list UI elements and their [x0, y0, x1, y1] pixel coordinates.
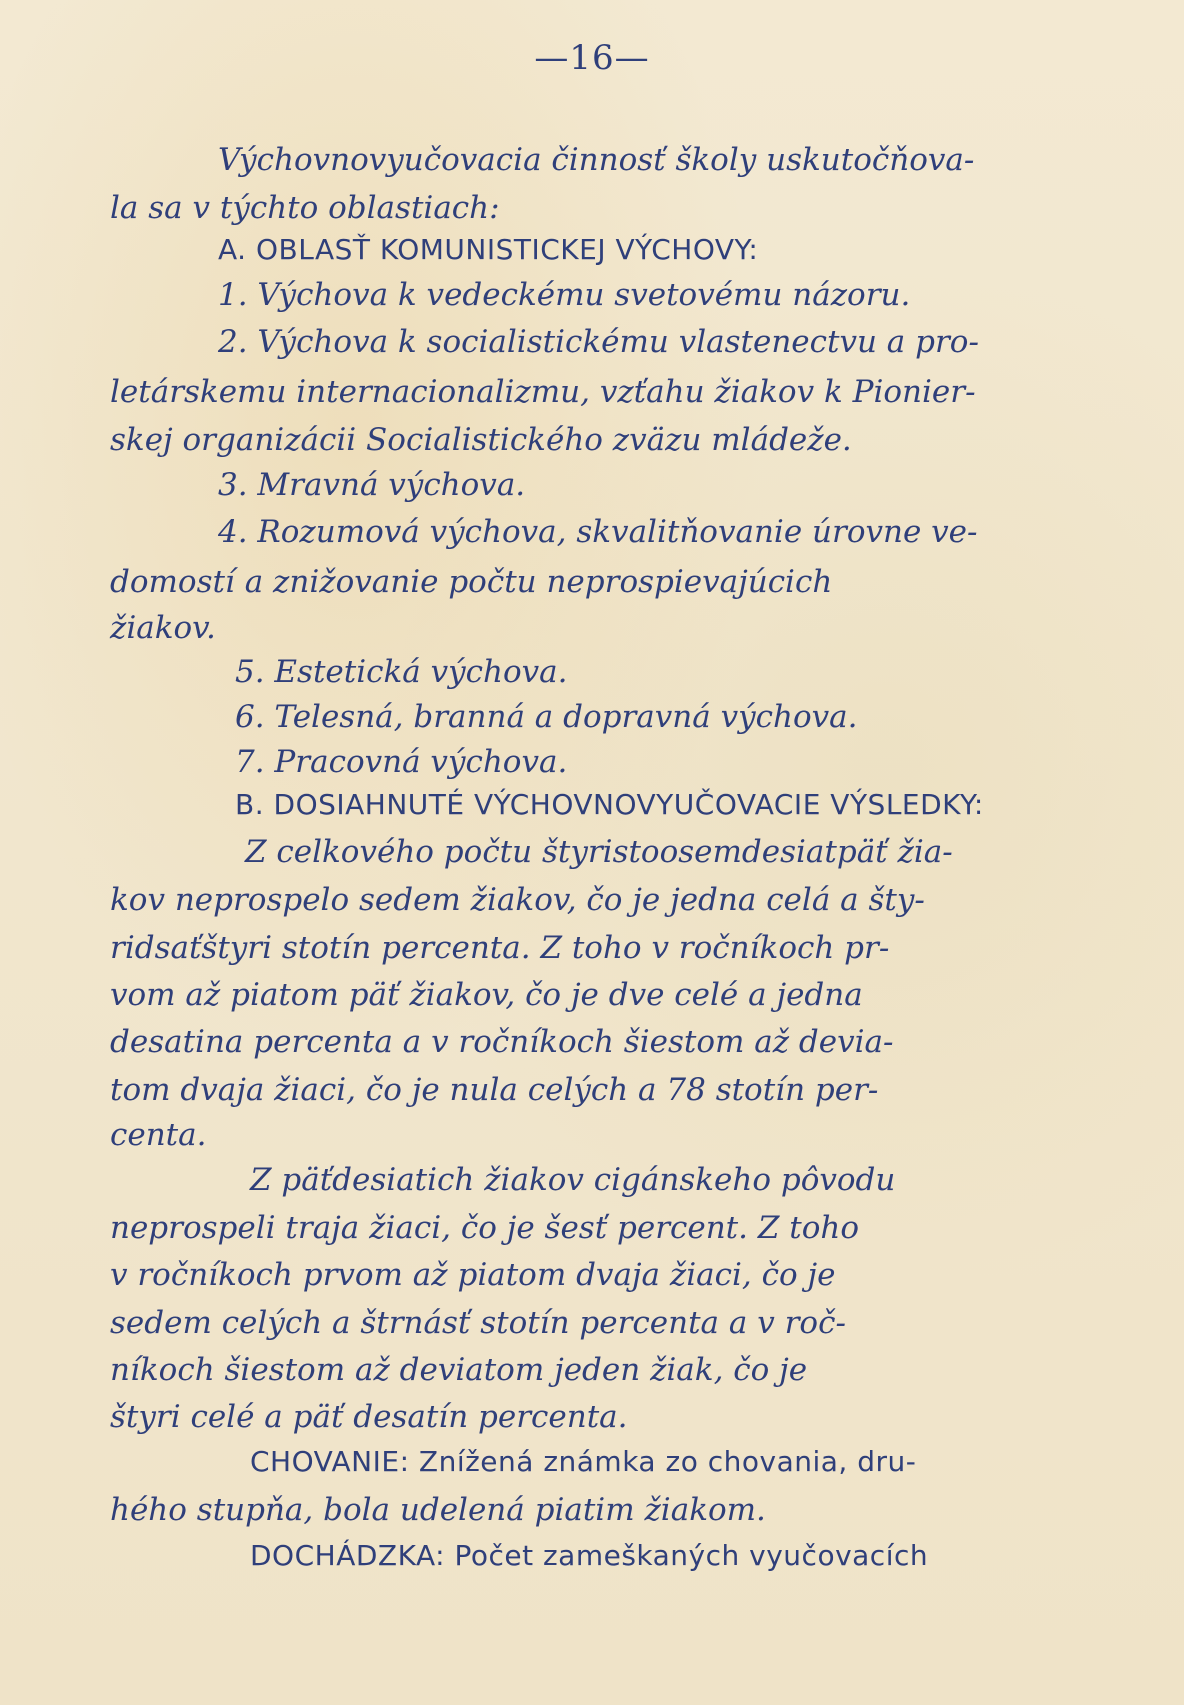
- section-heading-dochadzka: DOCHÁDZKA: Počet zameškaných vyučovacích: [250, 1539, 929, 1572]
- list-item: 2. Výchova k socialistickému vlastenectvu a pro-: [218, 324, 979, 360]
- list-item: 6. Telesná, branná a dopravná výchova.: [235, 699, 858, 735]
- list-item: 3. Mravná výchova.: [218, 467, 526, 503]
- page-number: —16—: [534, 38, 650, 78]
- text-line: štyri celé a päť desatín percenta.: [110, 1399, 628, 1435]
- text-line: sedem celých a štrnásť stotín percenta a v roč-: [110, 1305, 846, 1341]
- list-item: 7. Pracovná výchova.: [235, 744, 568, 780]
- text-line: domostí a znižovanie počtu neprospievajúcich: [110, 564, 833, 600]
- text-line: Z päťdesiatich žiakov cigánskeho pôvodu: [250, 1162, 896, 1198]
- text-line: žiakov.: [110, 610, 216, 646]
- section-heading-chovanie: CHOVANIE: Znížená známka zo chovania, dru-: [250, 1445, 917, 1478]
- text-line: centa.: [110, 1117, 207, 1153]
- text-line: Z celkového počtu štyristoosemdesiatpäť žia-: [245, 834, 953, 870]
- section-heading-a: A. OBLASŤ KOMUNISTICKEJ VÝCHOVY:: [218, 233, 759, 266]
- text-line: ridsaťštyri stotín percenta. Z toho v ročníkoch pr-: [110, 930, 890, 966]
- text-line: vom až piatom päť žiakov, čo je dve celé a jedna: [110, 977, 863, 1013]
- section-heading-b: B. DOSIAHNUTÉ VÝCHOVNOVYUČOVACIE VÝSLEDKY:: [235, 788, 984, 821]
- text-line: neprospeli traja žiaci, čo je šesť percent. Z toho: [110, 1210, 859, 1246]
- text-line: desatina percenta a v ročníkoch šiestom až devia-: [110, 1024, 894, 1060]
- text-line: kov neprospelo sedem žiakov, čo je jedna celá a šty-: [110, 882, 925, 918]
- list-item: 1. Výchova k vedeckému svetovému názoru.: [218, 277, 911, 313]
- list-item: 5. Estetická výchova.: [235, 654, 568, 690]
- text-line: tom dvaja žiaci, čo je nula celých a 78 stotín per-: [110, 1072, 879, 1108]
- text-line: skej organizácii Socialistického zväzu mládeže.: [110, 422, 852, 458]
- text-line: v ročníkoch prvom až piatom dvaja žiaci, čo je: [110, 1257, 836, 1293]
- text-line: hého stupňa, bola udelená piatim žiakom.: [110, 1492, 766, 1528]
- text-line: letárskemu internacionalizmu, vzťahu žiakov k Pionier-: [110, 374, 976, 410]
- text-line: la sa v týchto oblastiach:: [110, 190, 500, 226]
- list-item: 4. Rozumová výchova, skvalitňovanie úrovne ve-: [218, 514, 978, 550]
- text-line: níkoch šiestom až deviatom jeden žiak, čo je: [110, 1352, 808, 1388]
- text-line: Výchovnovyučovacia činnosť školy uskutočňova-: [218, 142, 975, 178]
